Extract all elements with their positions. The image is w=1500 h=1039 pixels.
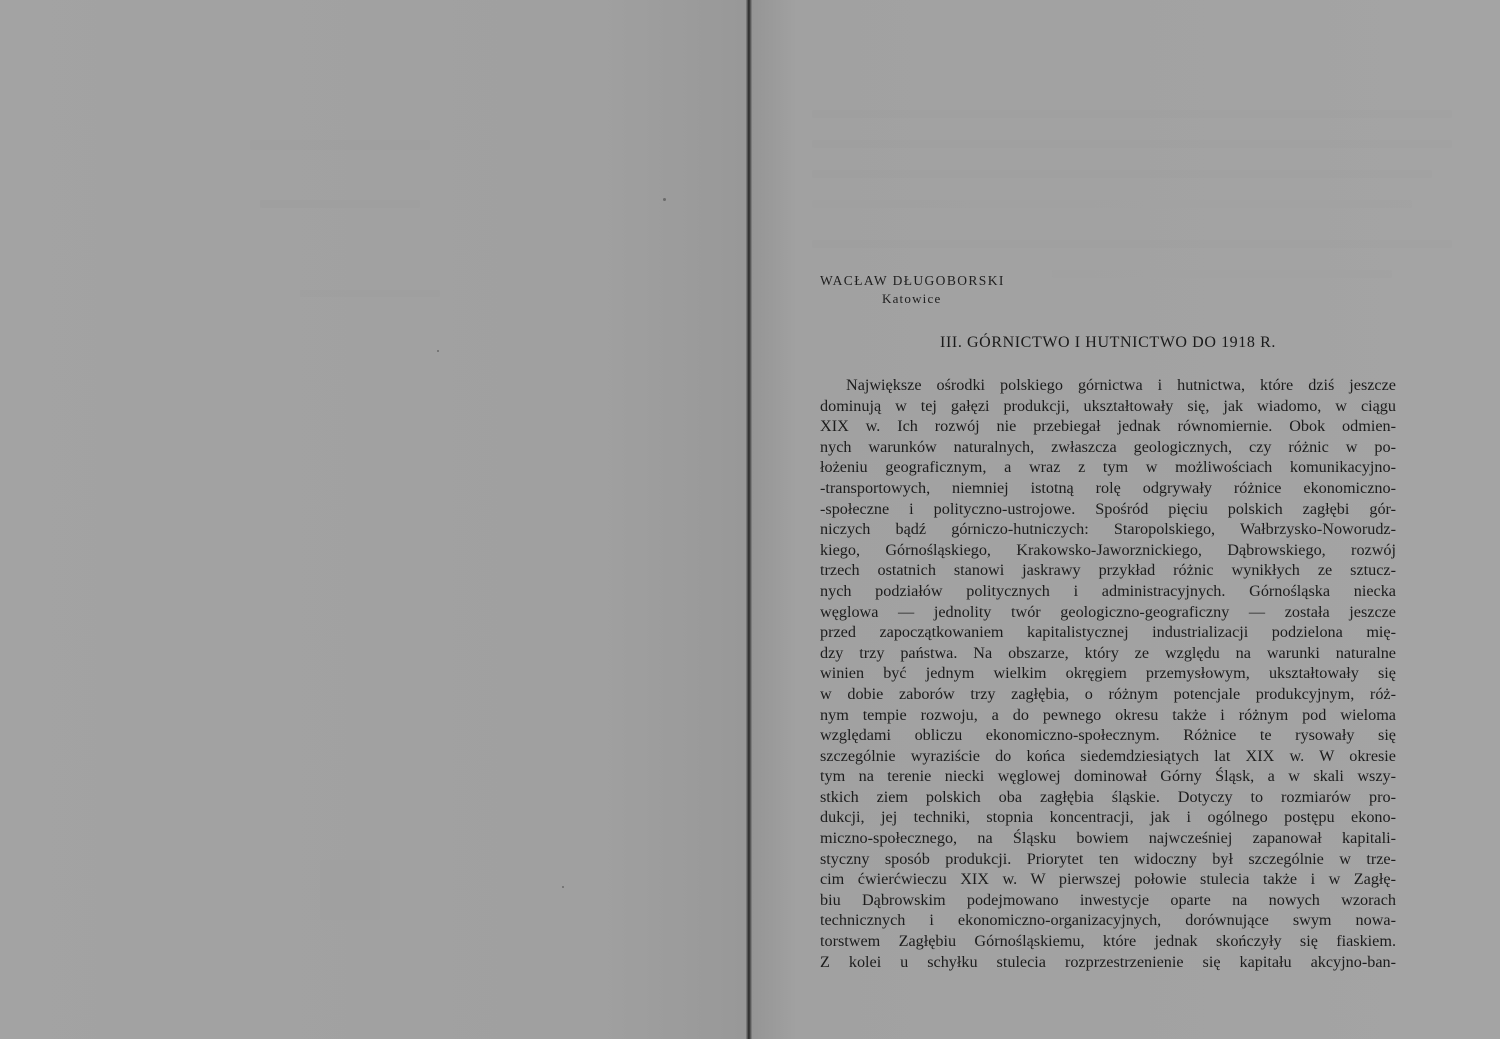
text-line: tym na terenie niecki węglowej dominował Górny Śląsk, a w skali wszy-	[820, 767, 1396, 786]
text-line: względami obliczu ekonomiczno-społecznym. Różnice te rysowały się	[820, 726, 1396, 745]
text-line: technicznych i ekonomiczno-organizacyjnych, dorównujące swym nowa-	[820, 911, 1396, 930]
author-block	[820, 272, 1005, 307]
text-line: torstwem Zagłębiu Górnośląskiemu, które jednak skończyły się fiaskiem.	[820, 932, 1396, 951]
text-line: winien być jednym wielkim okręgiem przemysłowym, ukształtowały się	[820, 664, 1396, 683]
text-line: nych podziałów politycznych i administracyjnych. Górnośląska niecka	[820, 581, 1396, 600]
text-line: styczny sposób produkcji. Priorytet ten widoczny był szczególnie w trze-	[820, 849, 1396, 868]
text-line: niczych bądź górniczo-hutniczych: Staropolskiego, Wałbrzysko-Noworudz-	[820, 520, 1396, 539]
chapter-title: III. GÓRNICTWO I HUTNICTWO DO 1918 R.	[940, 334, 1276, 351]
text-line: dominują w tej gałęzi produkcji, ukształtowały się, jak wiadomo, w ciągu	[820, 396, 1396, 415]
text-line: szczególnie wyraziście do końca siedemdziesiątych lat XIX w. W okresie	[820, 746, 1396, 765]
text-line: -społeczne i polityczno-ustrojowe. Spośród pięciu polskich zagłębi gór-	[820, 499, 1396, 518]
left-page-blank	[0, 0, 748, 1039]
text-line: -transportowych, niemniej istotną rolę odgrywały różnice ekonomiczno-	[820, 478, 1396, 497]
text-line: nych warunków naturalnych, zwłaszcza geologicznych, czy różnic w po-	[820, 437, 1396, 456]
text-line: w dobie zaborów trzy zagłębia, o różnym potencjale produkcyjnym, róż-	[820, 684, 1396, 703]
text-line: trzech ostatnich stanowi jaskrawy przykład różnic wynikłych ze sztucz-	[820, 561, 1396, 580]
body-text	[820, 375, 1396, 972]
text-line: dzy trzy państwa. Na obszarze, który ze względu na warunki naturalne	[820, 643, 1396, 662]
author-name: WACŁAW DŁUGOBORSKI	[820, 273, 1005, 288]
text-line: Z kolei u schyłku stulecia rozprzestrzenienie się kapitału akcyjno-ban-	[820, 952, 1396, 971]
text-line: biu Dąbrowskim podejmowano inwestycje oparte na nowych wzorach	[820, 890, 1396, 909]
text-line: cim ćwierćwieczu XIX w. W pierwszej połowie stulecia także i w Zagłę-	[820, 870, 1396, 889]
text-line: XIX w. Ich rozwój nie przebiegał jednak równomiernie. Obok odmien-	[820, 417, 1396, 436]
text-line: węglowa — jednolity twór geologiczno-geograficzny — została jeszcze	[820, 602, 1396, 621]
text-line: miczno-społecznego, na Śląsku bowiem najwcześniej zapanował kapitali-	[820, 829, 1396, 848]
text-line: kiego, Górnośląskiego, Krakowsko-Jaworznickiego, Dąbrowskiego, rozwój	[820, 540, 1396, 559]
text-line: łożeniu geograficznym, a wraz z tym w możliwościach komunikacyjno-	[820, 458, 1396, 477]
author-affiliation: Katowice	[882, 291, 942, 306]
text-line: przed zapoczątkowaniem kapitalistycznej industrializacji podzielona mię-	[820, 623, 1396, 642]
text-line: dukcji, jej techniki, stopnia koncentracji, jak i ogólnego postępu ekono-	[820, 808, 1396, 827]
text-line: Największe ośrodki polskiego górnictwa i hutnictwa, które dziś jeszcze	[846, 376, 1396, 394]
text-line: nym tempie rozwoju, a do pewnego okresu także i różnym pod wieloma	[820, 705, 1396, 724]
text-line: stkich ziem polskich oba zagłębia śląskie. Dotyczy to rozmiarów pro-	[820, 787, 1396, 806]
